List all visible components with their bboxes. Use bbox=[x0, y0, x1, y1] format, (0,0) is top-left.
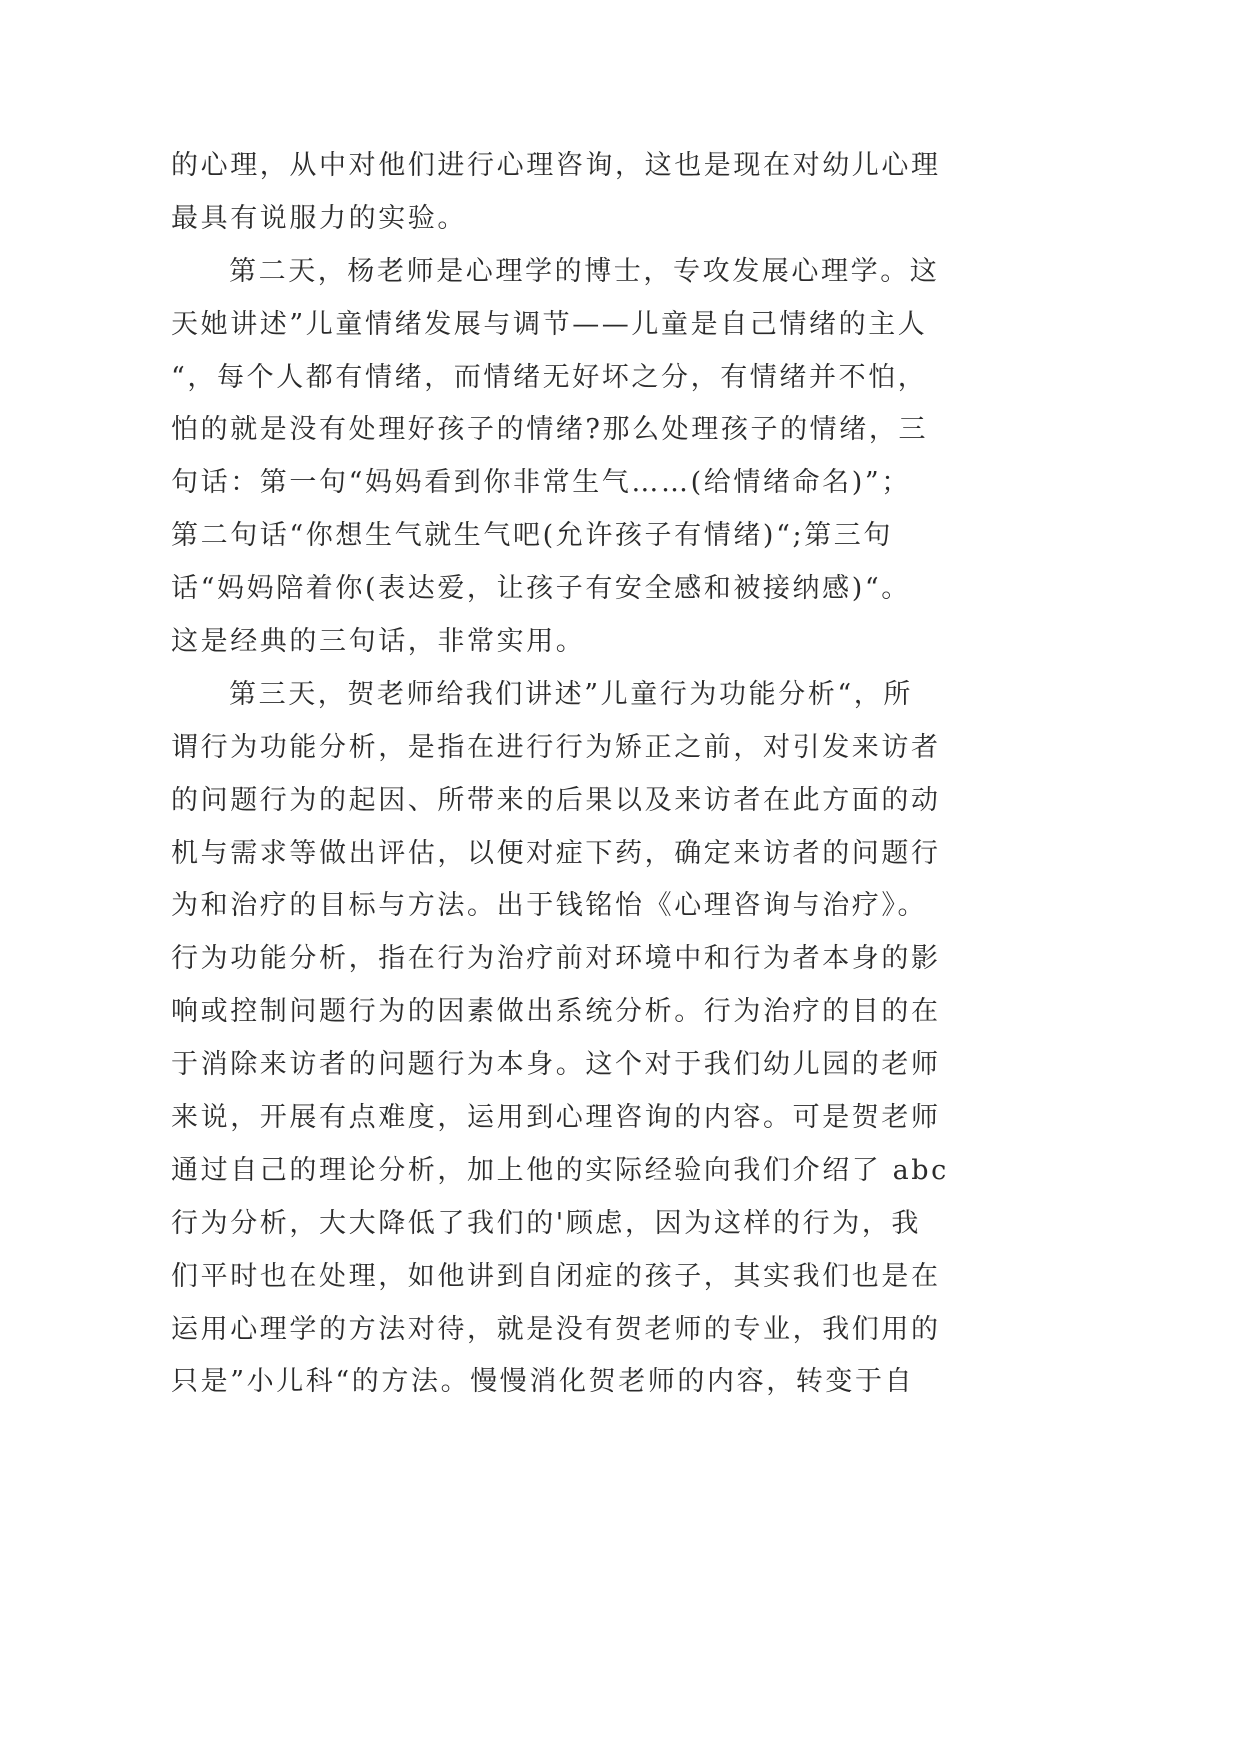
text-line: 只是”小儿科“的方法。慢慢消化贺老师的内容，转变于自 bbox=[171, 1366, 915, 1398]
text-line: 第二句话“你想生气就生气吧(允许孩子有情绪)“;第三句 bbox=[171, 520, 893, 552]
paragraph-first-line: 第二天，杨老师是心理学的博士，专攻发展心理学。这 bbox=[229, 255, 940, 287]
body-text bbox=[171, 140, 971, 1409]
text-line: 机与需求等做出评估，以便对症下药，确定来访者的问题行 bbox=[171, 837, 941, 869]
text-line: 响或控制问题行为的因素做出系统分析。行为治疗的目的在 bbox=[171, 996, 941, 1028]
text-line: 运用心理学的方法对待，就是没有贺老师的专业，我们用的 bbox=[171, 1313, 941, 1345]
paragraph-first-line: 第三天，贺老师给我们讲述”儿童行为功能分析“，所 bbox=[229, 678, 914, 710]
text-line: 最具有说服力的实验。 bbox=[171, 202, 467, 234]
text-line: 句话：第一句“妈妈看到你非常生气……(给情绪命名)”； bbox=[171, 467, 911, 499]
text-line: 为和治疗的目标与方法。出于钱铭怡《心理咨询与治疗》。 bbox=[171, 890, 928, 922]
text-line: 通过自己的理论分析，加上他的实际经验向我们介绍了 abc bbox=[171, 1154, 949, 1186]
text-line: 行为分析，大大降低了我们的'顾虑，因为这样的行为，我 bbox=[171, 1207, 922, 1239]
text-line: 来说，开展有点难度，运用到心理咨询的内容。可是贺老师 bbox=[171, 1102, 941, 1134]
text-line: 天她讲述”儿童情绪发展与调节——儿童是自己情绪的主人 bbox=[171, 308, 928, 340]
text-line: “，每个人都有情绪，而情绪无好坏之分，有情绪并不怕， bbox=[171, 361, 928, 393]
text-line: 话“妈妈陪着你(表达爱，让孩子有安全感和被接纳感)“。 bbox=[171, 573, 911, 605]
text-line: 的心理，从中对他们进行心理咨询，这也是现在对幼儿心理 bbox=[171, 150, 941, 181]
text-line: 谓行为功能分析，是指在进行行为矫正之前，对引发来访者 bbox=[171, 731, 941, 763]
text-line: 怕的就是没有处理好孩子的情绪?那么处理孩子的情绪，三 bbox=[171, 414, 929, 446]
text-line: 行为功能分析，指在行为治疗前对环境中和行为者本身的影 bbox=[171, 943, 941, 975]
text-line: 于消除来访者的问题行为本身。这个对于我们幼儿园的老师 bbox=[171, 1049, 941, 1081]
text-line: 这是经典的三句话，非常实用。 bbox=[171, 626, 586, 658]
text-line: 的问题行为的起因、所带来的后果以及来访者在此方面的动 bbox=[171, 784, 941, 816]
text-line: 们平时也在处理，如他讲到自闭症的孩子，其实我们也是在 bbox=[171, 1260, 941, 1292]
